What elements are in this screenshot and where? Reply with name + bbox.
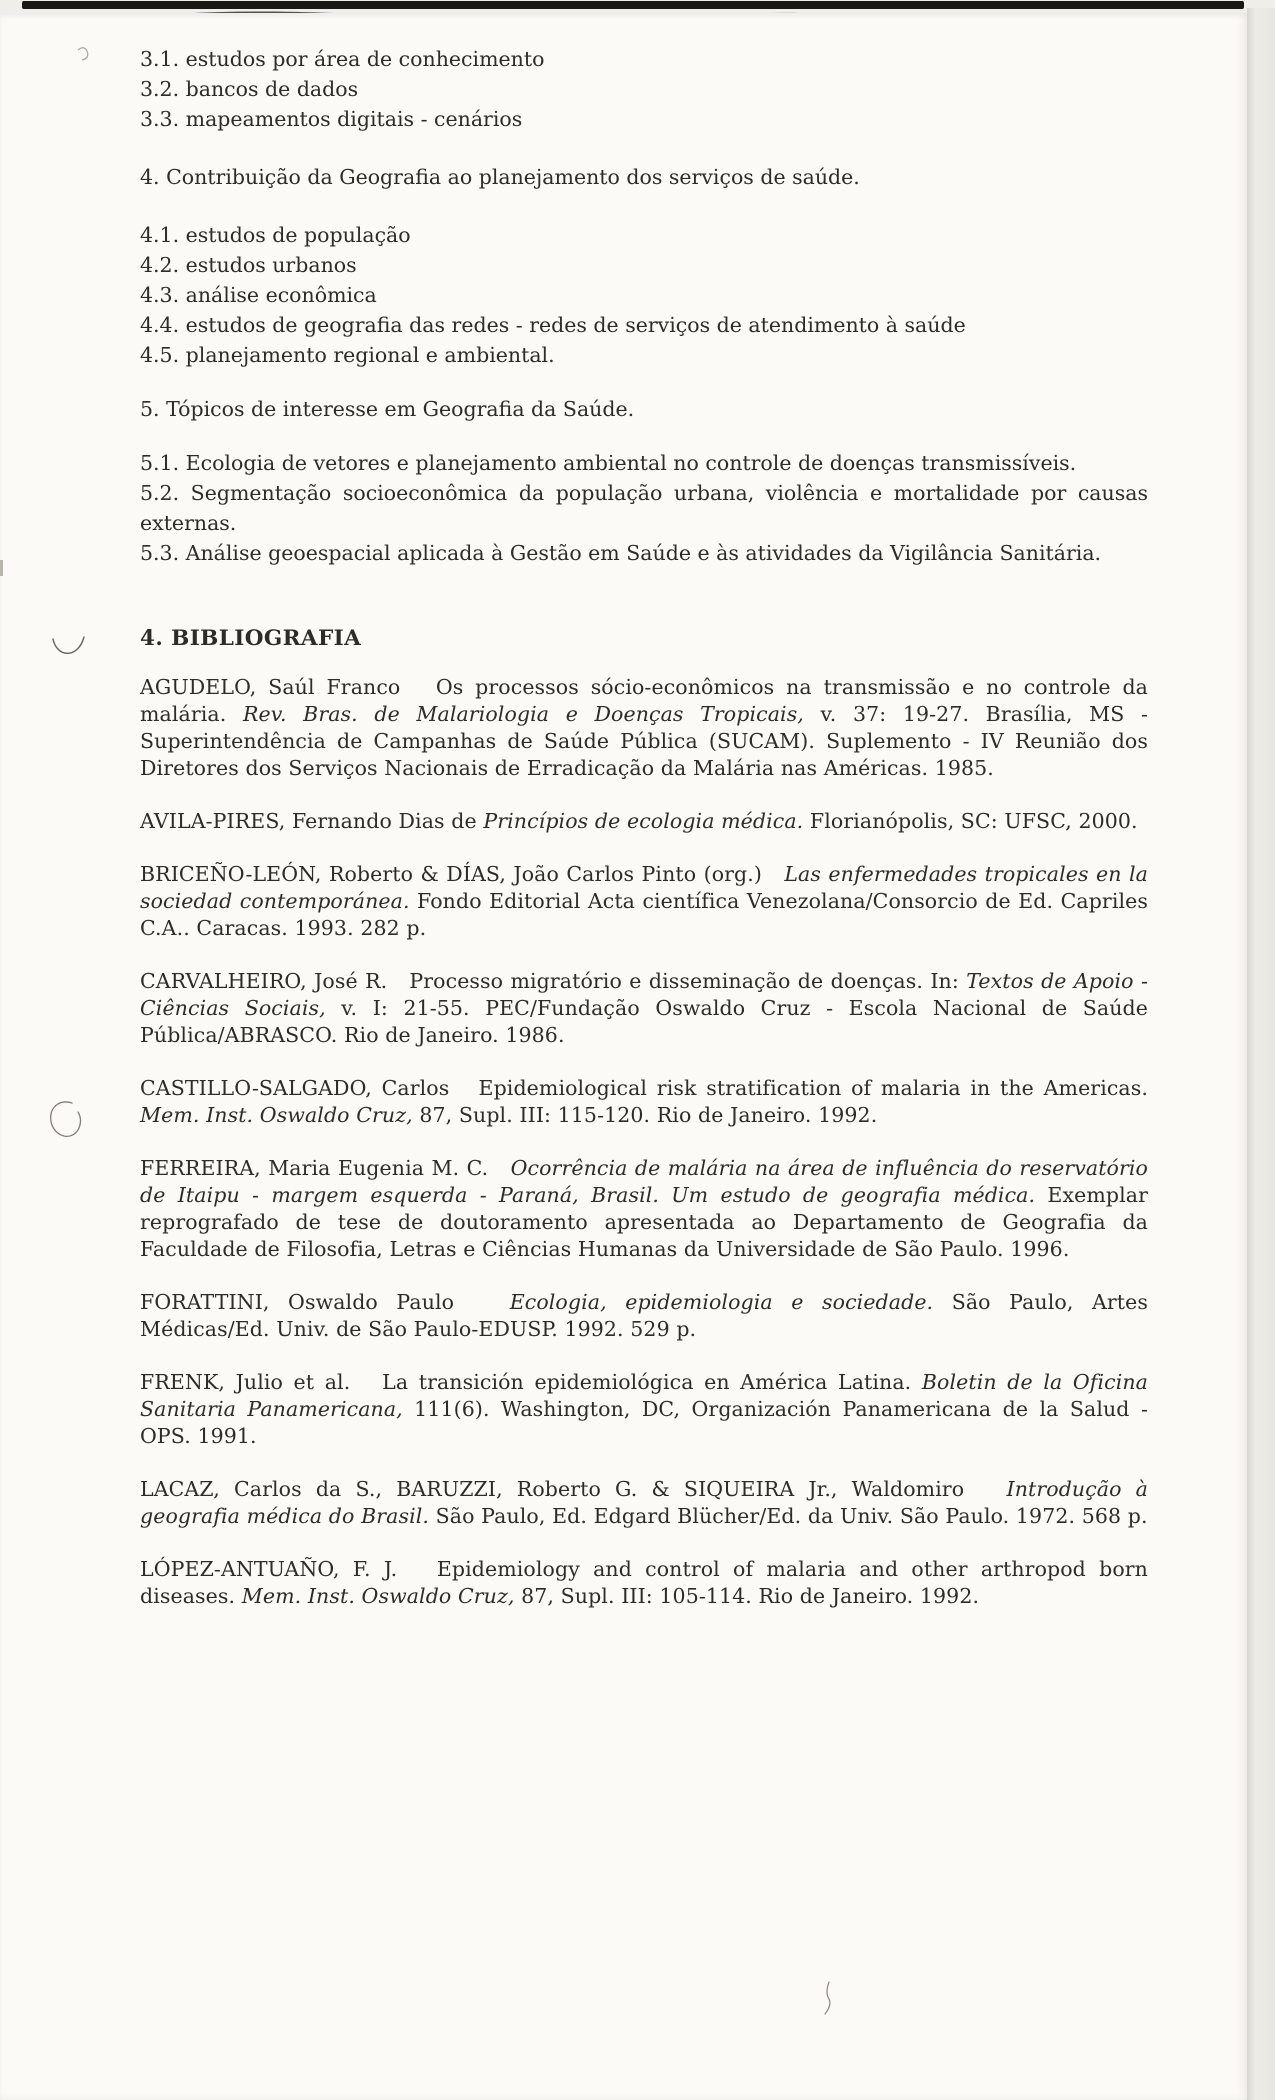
bibliography-entry: LÓPEZ-ANTUAÑO, F. J. Epidemiology and control of malaria and other arthropod born diseases. Mem. Inst. Oswaldo Cruz, 87, Supl. III: 105-114. Rio de Janeiro. 1992. — [140, 1557, 1148, 1608]
bibliography-entry: CASTILLO-SALGADO, Carlos Epidemiological risk stratification of malaria in the Americas. Mem. Inst. Oswaldo Cruz, 87, Supl. III: 115-120. Rio de Janeiro. 1992. — [140, 1076, 1148, 1127]
topic-paragraph: 5.2. Segmentação socioeconômica da população urbana, violência e mortalidade por causas externas. — [140, 481, 1148, 535]
bibliography-entry: AVILA-PIRES, Fernando Dias de Princípios de ecologia médica. Florianópolis, SC: UFSC, 2000. — [140, 809, 1138, 833]
outline-item: 3.2. bancos de dados — [140, 77, 359, 101]
topic-paragraph: 5.3. Análise geoespacial aplicada à Gestão em Saúde e às atividades da Vigilância Sanitária. — [140, 541, 1102, 565]
section-heading-5: 5. Tópicos de interesse em Geografia da Saúde. — [140, 397, 635, 421]
bibliography-entry: FERREIRA, Maria Eugenia M. C. Ocorrência de malária na área de influência do reservatório de Itaipu - margem esquerda - Paraná, Brasil. Um estudo de geografia médica. Exemplar reprografado de tese de doutoramento apresentada ao Departamento de Geografia da Faculdade de Filosofia, Letras e Ciências Humanas da Universidade de São Paulo. 1996. — [140, 1156, 1149, 1261]
outline-section-4 — [140, 220, 1148, 370]
outline-item: 4.4. estudos de geografia das redes - redes de serviços de atendimento à saúde — [140, 313, 966, 337]
outline-item: 4.1. estudos de população — [140, 223, 411, 247]
bibliography-list — [140, 674, 1148, 1610]
bibliography-entry: BRICEÑO-LEÓN, Roberto & DÍAS, João Carlos Pinto (org.) Las enfermedades tropicales en la sociedad contemporánea. Fondo Editorial Acta científica Venezolana/Consorcio de Ed. Capriles C.A.. Caracas. 1993. 282 p. — [140, 862, 1148, 940]
topics-section-5 — [140, 448, 1148, 568]
paper-right-edge — [1247, 8, 1275, 2100]
bibliography-entry: FORATTINI, Oswaldo Paulo Ecologia, epidemiologia e sociedade. São Paulo, Artes Médicas/Ed. Univ. de São Paulo-EDUSP. 1992. 529 p. — [140, 1290, 1148, 1341]
bibliography-entry: CARVALHEIRO, José R. Processo migratório e disseminação de doenças. In: Textos de Apoio - Ciências Sociais, v. I: 21-55. PEC/Fundação Oswaldo Cruz - Escola Nacional de Saúde Pública/ABRASCO. Rio de Janeiro. 1986. — [140, 969, 1148, 1047]
bibliography-entry: AGUDELO, Saúl Franco Os processos sócio-econômicos na transmissão e no controle da malária. Rev. Bras. de Malariologia e Doenças Tropicais, v. 37: 19-27. Brasília, MS - Superintendência de Campanhas de Saúde Pública (SUCAM). Suplemento - IV Reunião dos Diretores dos Serviços Nacionais de Erradicação da Malária nas Américas. 1985. — [140, 675, 1149, 780]
outline-section-3 — [140, 44, 1148, 134]
topic-paragraph: 5.1. Ecologia de vetores e planejamento ambiental no controle de doenças transmissíveis. — [140, 451, 1077, 475]
outline-item: 3.3. mapeamentos digitais - cenários — [140, 107, 523, 131]
bibliography-entry: FRENK, Julio et al. La transición epidemiológica en América Latina. Boletin de la Oficina Sanitaria Panamericana, 111(6). Washington, DC, Organización Panamericana de la Salud - OPS. 1991. — [140, 1370, 1149, 1448]
outline-item: 3.1. estudos por área de conhecimento — [140, 47, 545, 71]
page-content — [140, 44, 1148, 1636]
bibliography-heading: 4. BIBLIOGRAFIA — [140, 626, 362, 651]
section-heading-4: 4. Contribuição da Geografia ao planejamento dos serviços de saúde. — [140, 165, 860, 189]
outline-item: 4.5. planejamento regional e ambiental. — [140, 343, 555, 367]
bibliography-entry: LACAZ, Carlos da S., BARUZZI, Roberto G. & SIQUEIRA Jr., Waldomiro Introdução à geografia médica do Brasil. São Paulo, Ed. Edgard Blücher/Ed. da Univ. São Paulo. 1972. 568 p. — [140, 1477, 1148, 1528]
left-edge-scan-tick — [0, 560, 3, 576]
outline-item: 4.2. estudos urbanos — [140, 253, 357, 277]
outline-item: 4.3. análise econômica — [140, 283, 377, 307]
